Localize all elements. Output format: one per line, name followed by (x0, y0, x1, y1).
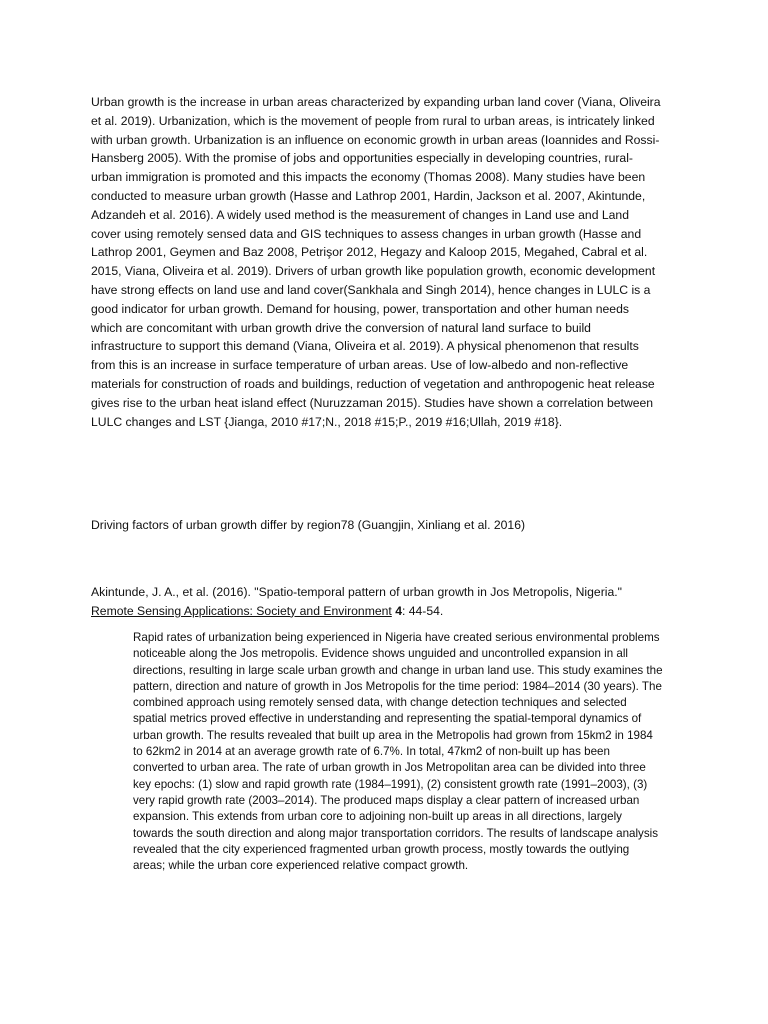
abstract-block: Rapid rates of urbanization being experienced in Nigeria have created serious environmental problems noticeable along the Jos metropolis. Evidence shows unguided and uncontrolled expansion in all directions, resulting in large scale urban growth and change in urban land use. This study examines the pattern, direction and nature of growth in Jos Metropolis for the time period: 1984–2014 (30 years). The combined approach using remotely sensed data, with change detection techniques and selected spatial metrics proved effective in understanding and representing the spatial-temporal dynamics of urban growth. The results revealed that built up area in the Metropolis had grown from 15km2 in 1984 to 62km2 in 2014 at an average growth rate of 6.7%. In total, 47km2 of non-built up has been converted to urban area. The rate of urban growth in Jos Metropolitan area can be divided into three key epochs: (1) slow and rapid growth rate (1984–1991), (2) consistent growth rate (1991–2003), (3) very rapid growth rate (2003–2014). The produced maps display a clear pattern of increased urban expansion. This extends from urban core to adjoining non-built up areas in all directions, largely towards the south direction and along major transportation corridors. The results of landscape analysis revealed that the city experienced fragmented urban growth process, mostly towards the outlying areas; while the urban core experienced relative compact growth. (133, 631, 663, 873)
citation-volume: 4 (395, 603, 402, 618)
driving-factors-note: Driving factors of urban growth differ by region78 (Guangjin, Xinliang et al. 2016) (91, 518, 526, 532)
intro-paragraph: Urban growth is the increase in urban areas characterized by expanding urban land cover (Viana, Oliveira et al. 2019). Urbanization, which is the movement of people from rural to urban areas, is intricately linked with urban growth. Urbanization is an influence on economic growth in urban areas (Ioannides and Rossi-Hansberg 2005). With the promise of jobs and opportunities especially in developing countries, rural-urban immigration is promoted and this impacts the economy (Thomas 2008). Many studies have been conducted to measure urban growth (Hasse and Lathrop 2001, Hardin, Jackson et al. 2007, Akintunde, Adzandeh et al. 2016). A widely used method is the measurement of changes in Land use and Land cover using remotely sensed data and GIS techniques to assess changes in urban growth (Hasse and Lathrop 2001, Geymen and Baz 2008, Petrişor 2012, Hegazy and Kaloop 2015, Megahed, Cabral et al. 2015, Viana, Oliveira et al. 2019). Drivers of urban growth like population growth, economic development have strong effects on land use and land cover(Sankhala and Singh 2014), hence changes in LULC is a good indicator for urban growth. Demand for housing, power, transportation and other human needs which are concomitant with urban growth drive the conversion of natural land surface to build infrastructure to support this demand (Viana, Oliveira et al. 2019). A physical phenomenon that results from this is an increase in surface temperature of urban areas. Use of low-albedo and non-reflective materials for construction of roads and buildings, reduction of vegetation and anthropogenic heat release gives rise to the urban heat island effect (Nuruzzaman 2015). Studies have shown a correlation between LULC changes and LST {Jianga, 2010 #17;N., 2018 #15;P., 2019 #16;Ullah, 2019 #18}. (91, 95, 661, 429)
citation-pages: : 44-54. (401, 603, 444, 618)
reference-citation (91, 583, 661, 621)
citation-journal: Remote Sensing Applications: Society and Environment (91, 603, 392, 618)
citation-authors-title: Akintunde, J. A., et al. (2016). "Spatio-temporal pattern of urban growth in Jos Metropolis, Nigeria." (91, 585, 622, 599)
